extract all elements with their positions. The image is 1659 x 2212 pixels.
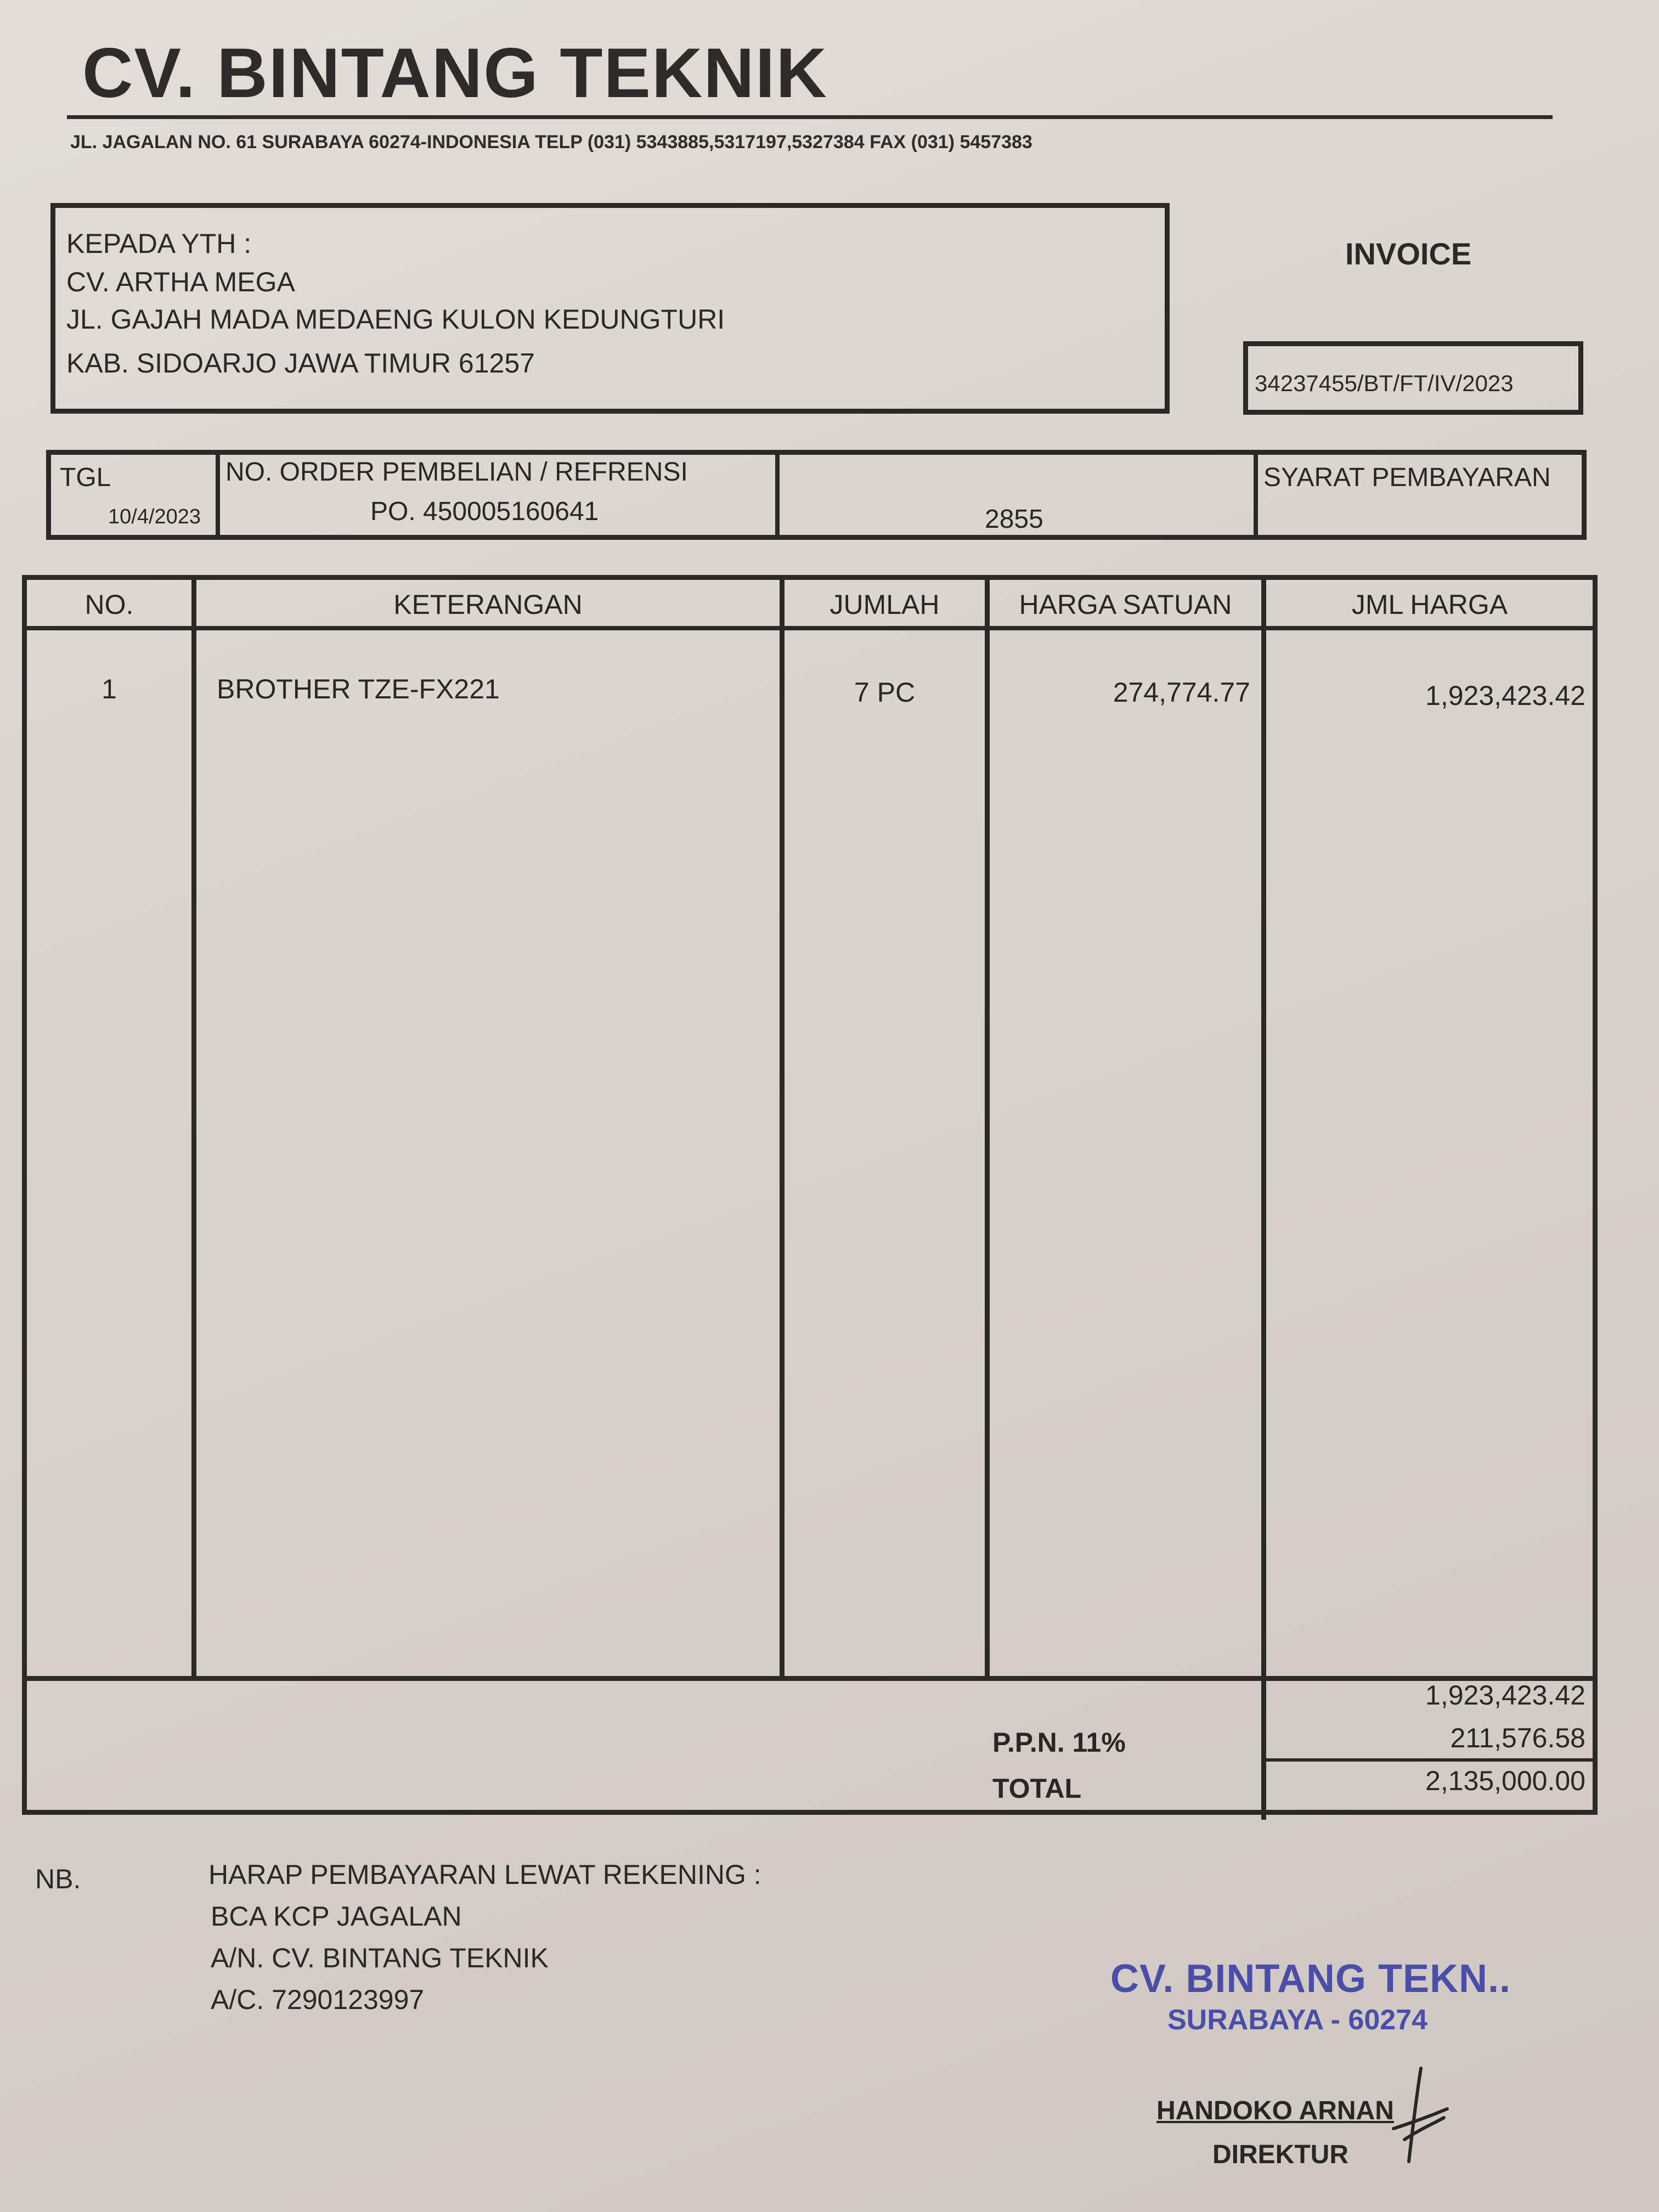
signatory-title: DIREKTUR [1212,2140,1348,2169]
column-divider [780,580,785,1676]
header-divider [67,115,1553,119]
note-line2: BCA KCP JAGALAN [211,1901,462,1932]
info-divider [1254,455,1258,535]
info-divider [775,455,780,535]
order-info-row [46,450,1587,540]
total-value: 2,135,000.00 [1425,1765,1585,1796]
company-name: CV. BINTANG TEKNIK [82,34,828,112]
column-divider [985,580,990,1676]
recipient-address-line1: JL. GAJAH MADA MEDAENG KULON KEDUNGTURI [66,304,725,335]
header-line-total: JML HARGA [1351,589,1508,620]
note-line3: A/N. CV. BINTANG TEKNIK [211,1943,549,1973]
total-label: TOTAL [992,1773,1082,1804]
tax-label: P.P.N. 11% [992,1727,1126,1758]
recipient-address-line2: KAB. SIDOARJO JAWA TIMUR 61257 [66,348,535,379]
order-value: PO. 450005160641 [370,497,599,526]
row-unit-price: 274,774.77 [1113,677,1250,708]
recipient-label: KEPADA YTH : [66,228,252,259]
invoice-title: INVOICE [1345,236,1472,271]
header-unit-price: HARGA SATUAN [1019,589,1232,620]
note-line1: HARAP PEMBAYARAN LEWAT REKENING : [208,1859,761,1890]
row-line-total: 1,923,423.42 [1425,680,1585,711]
summary-total-divider [1266,1758,1593,1762]
order-label: NO. ORDER PEMBELIAN / REFRENSI [225,458,688,487]
items-table [22,575,1598,1815]
header-quantity: JUMLAH [830,589,940,620]
row-description: BROTHER TZE-FX221 [217,674,500,704]
stamp-city: SURABAYA - 60274 [1167,2004,1428,2036]
row-quantity: 7 PC [854,677,916,708]
recipient-box [50,203,1170,414]
tax-value: 211,576.58 [1450,1723,1585,1753]
recipient-name: CV. ARTHA MEGA [66,267,295,297]
invoice-number-box [1243,341,1583,415]
date-label: TGL [60,463,111,492]
header-no: NO. [84,589,134,620]
subtotal-value: 1,923,423.42 [1425,1680,1585,1711]
date-value: 10/4/2023 [108,505,201,528]
table-header-divider [27,626,1593,630]
invoice-number: 34237455/BT/FT/IV/2023 [1255,370,1514,396]
summary-column-divider [1261,1676,1266,1820]
company-address: JL. JAGALAN NO. 61 SURABAYA 60274-INDONESIA TELP (031) 5343885,5317197,5327384 FAX (031) 5457383 [70,132,1032,153]
reference-value: 2855 [985,505,1043,534]
stamp-company: CV. BINTANG TEKN.. [1110,1957,1511,2001]
note-label: NB. [35,1864,81,1894]
company-stamp [1110,1956,1511,2036]
payment-terms-label: SYARAT PEMBAYARAN [1263,463,1551,492]
column-divider [191,580,196,1676]
column-divider [1261,580,1266,1676]
header-description: KETERANGAN [393,589,583,620]
info-divider [216,455,220,535]
note-line4: A/C. 7290123997 [211,1984,425,2015]
row-no: 1 [101,674,117,704]
signatory-name: HANDOKO ARNAN [1156,2096,1394,2125]
